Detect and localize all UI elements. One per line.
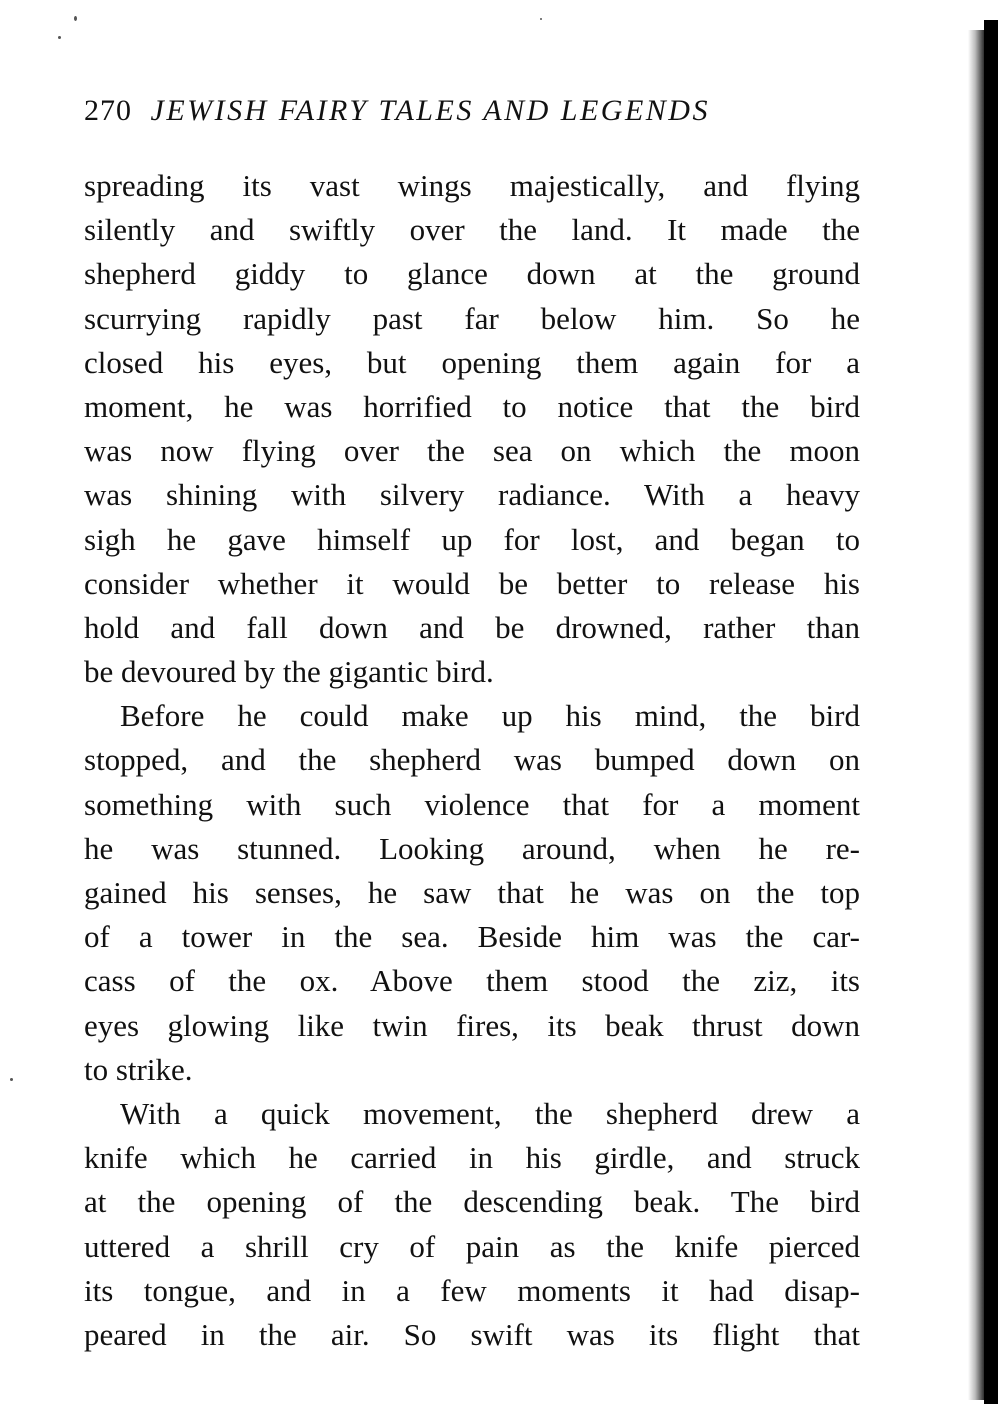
text-line: something with such violence that for a moment [84,786,860,822]
text-line: shepherd giddy to glance down at the ground [84,256,860,292]
scan-speck [58,36,61,39]
scan-speck [10,1078,13,1081]
text-line: knife which he carried in his girdle, and struck [84,1140,860,1176]
running-title: JEWISH FAIRY TALES AND LEGENDS [150,94,710,127]
text-line: peared in the air. So swift was its flight that [84,1316,860,1352]
text-line: sigh he gave himself up for lost, and began to [84,521,860,557]
scan-speck [74,16,77,21]
text-line: be devoured by the gigantic bird. [84,654,494,690]
text-line: at the opening of the descending beak. The bird [84,1184,860,1220]
text-line: of a tower in the sea. Beside him was the car- [84,919,860,955]
text-line: eyes glowing like twin fires, its beak thrust down [84,1007,860,1043]
text-line: scurrying rapidly past far below him. So he [84,300,860,336]
text-line: was shining with silvery radiance. With a heavy [84,477,860,513]
body-text [84,164,860,1357]
text-line: stopped, and the shepherd was bumped down on [84,742,860,778]
text-line: its tongue, and in a few moments it had disap- [84,1272,860,1308]
text-line: Before he could make up his mind, the bird [120,698,860,734]
running-header [84,94,864,128]
text-line: closed his eyes, but opening them again for a [84,344,860,380]
text-line: consider whether it would be better to release his [84,565,860,601]
text-line: gained his senses, he saw that he was on the top [84,875,860,910]
text-line: to strike. [84,1051,193,1087]
text-line: was now flying over the sea on which the moon [84,433,860,469]
text-line: cass of the ox. Above them stood the ziz, its [84,963,860,999]
text-line: silently and swiftly over the land. It made the [84,212,860,248]
text-line: uttered a shrill cry of pain as the knife pierced [84,1228,860,1264]
scan-binding-edge [984,20,998,1404]
page-number: 270 [84,94,132,127]
text-line: he was stunned. Looking around, when he re- [84,830,860,866]
text-line: spreading its vast wings majestically, and flying [84,168,860,203]
text-line: With a quick movement, the shepherd drew a [120,1095,860,1131]
text-line: moment, he was horrified to notice that the bird [84,388,860,424]
text-line: hold and fall down and be drowned, rather than [84,609,860,645]
scan-speck [540,18,542,20]
